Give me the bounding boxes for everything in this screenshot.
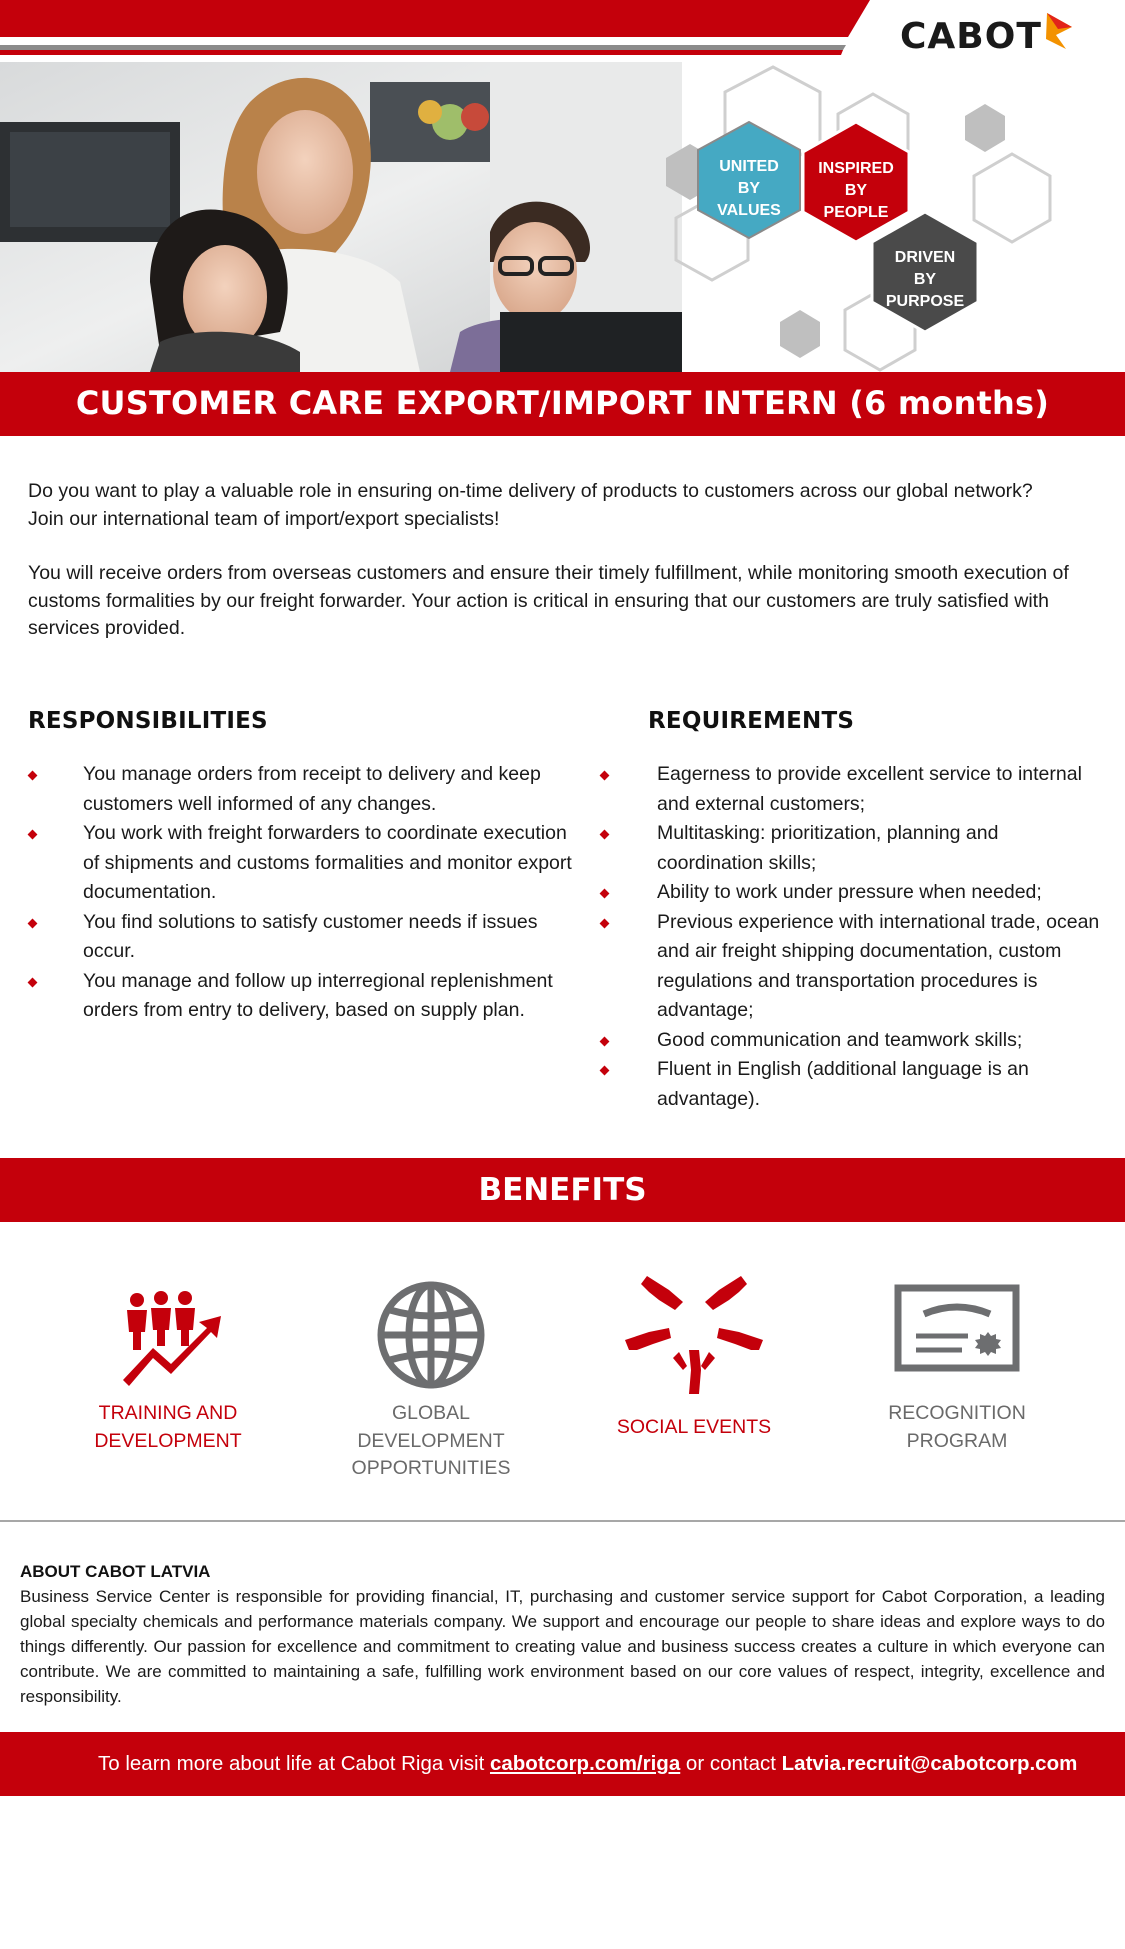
hex-text-3a: DRIVEN bbox=[894, 249, 956, 266]
benefit-label bbox=[43, 1400, 293, 1455]
benefits-heading: BENEFITS bbox=[478, 1172, 647, 1208]
benefit-label bbox=[832, 1400, 1082, 1455]
responsibilities-heading: RESPONSIBILITIES bbox=[28, 708, 268, 734]
about-text: Business Service Center is responsible for providing financial, IT, purchasing and customer service support for Cabot Corporation, a leading global specialty chemicals and performance materials company. We support and encourage our people to share ideas and explore ways to do things differently. Our passion for excellence and commitment to creating value and business success creates a culture in which everyone can contribute. We are committed to maintaining a safe, fulfilling work environment based on our core values of respect, integrity, excellence and responsibility. bbox=[20, 1587, 1105, 1706]
list-item: Good communication and teamwork skills; bbox=[600, 1026, 1100, 1056]
globe-icon bbox=[366, 1270, 496, 1400]
list-item: You work with freight forwarders to coordinate execution of shipments and customs formalities and monitor export documentation. bbox=[28, 819, 580, 908]
list-item: You manage and follow up interregional replenishment orders from entry to delivery, based on supply plan. bbox=[28, 967, 580, 1026]
intro-invite: Join our international team of import/export specialists! bbox=[28, 507, 500, 530]
section-divider bbox=[0, 1520, 1125, 1522]
hex-text-3b: BY bbox=[913, 271, 937, 288]
intro-description: You will receive orders from overseas customers and ensure their timely fulfillment, while monitoring smooth execution of customs formalities by our freight forwarder. Your action is critical in ensuring that our customers are truly satisfied with services provided. bbox=[28, 562, 1069, 639]
requirements-heading: REQUIREMENTS bbox=[648, 708, 855, 734]
hex-text-3c: PURPOSE bbox=[885, 293, 965, 310]
hex-text-2c: PEOPLE bbox=[823, 204, 889, 221]
benefit-social bbox=[569, 1270, 819, 1442]
responsibilities-section bbox=[28, 708, 580, 1026]
benefit-label-line: SOCIAL EVENTS bbox=[616, 1416, 772, 1438]
intro-section bbox=[28, 478, 1103, 643]
about-section bbox=[20, 1560, 1105, 1709]
footer-prefix: To learn more about life at Cabot Riga visit bbox=[98, 1752, 490, 1775]
benefit-label-line: PROGRAM bbox=[906, 1429, 1008, 1452]
benefit-label bbox=[569, 1414, 819, 1442]
team-growth-icon bbox=[103, 1270, 233, 1400]
hands-circle-icon bbox=[619, 1270, 769, 1400]
benefit-training bbox=[43, 1270, 293, 1455]
benefit-label-line: RECOGNITION bbox=[888, 1402, 1026, 1424]
office-team-photo bbox=[0, 62, 682, 372]
hex-text-1b: BY bbox=[737, 180, 761, 197]
benefit-global bbox=[306, 1270, 556, 1483]
list-item: Eagerness to provide excellent service to internal and external customers; bbox=[600, 760, 1100, 819]
hex-text-1c: VALUES bbox=[717, 202, 781, 219]
list-item: You manage orders from receipt to delivery and keep customers well informed of any changes. bbox=[28, 760, 580, 819]
hex-text-1a: UNITED bbox=[719, 158, 779, 175]
footer-middle: or contact bbox=[680, 1752, 782, 1775]
list-item: You find solutions to satisfy customer needs if issues occur. bbox=[28, 908, 580, 967]
responsibilities-list bbox=[28, 760, 580, 1026]
hex-text-2a: INSPIRED bbox=[818, 160, 894, 177]
hex-text-2b: BY bbox=[844, 182, 868, 199]
benefit-label-line: DEVELOPMENT bbox=[94, 1429, 242, 1452]
job-title: CUSTOMER CARE EXPORT/IMPORT INTERN (6 months) bbox=[75, 384, 1050, 422]
job-title-bar bbox=[0, 372, 1125, 436]
riga-link[interactable]: cabotcorp.com/riga bbox=[489, 1752, 681, 1775]
hero-section bbox=[0, 62, 1125, 372]
footer-contact-bar bbox=[0, 1732, 1125, 1796]
benefit-label-line: OPPORTUNITIES bbox=[351, 1457, 511, 1479]
list-item: Multitasking: prioritization, planning and coordination skills; bbox=[600, 819, 1100, 878]
logo-text: CABOT bbox=[900, 15, 1042, 57]
values-hexagons bbox=[660, 62, 1125, 372]
about-heading: ABOUT CABOT LATVIA bbox=[20, 1562, 211, 1581]
list-item: Previous experience with international trade, ocean and air freight shipping documentation, custom regulations and transportation procedures is advantage; bbox=[600, 908, 1100, 1026]
benefit-label-line: GLOBAL bbox=[391, 1402, 471, 1424]
benefit-label-line: DEVELOPMENT bbox=[357, 1429, 505, 1452]
list-item: Ability to work under pressure when needed; bbox=[600, 878, 1100, 908]
list-item: Fluent in English (additional language is an advantage). bbox=[600, 1055, 1100, 1114]
requirements-list bbox=[600, 760, 1100, 1114]
cabot-logo bbox=[900, 10, 1078, 62]
benefit-recognition bbox=[832, 1270, 1082, 1455]
certificate-icon bbox=[892, 1270, 1022, 1400]
benefits-bar bbox=[0, 1158, 1125, 1222]
requirements-section bbox=[600, 708, 1100, 1114]
benefit-label bbox=[306, 1400, 556, 1483]
intro-question: Do you want to play a valuable role in ensuring on-time delivery of products to customers across our global network? bbox=[28, 480, 1033, 502]
benefit-label-line: TRAINING AND bbox=[98, 1402, 238, 1424]
logo-flame-icon bbox=[1044, 9, 1078, 53]
contact-email[interactable]: Latvia.recruit@cabotcorp.com bbox=[781, 1752, 1078, 1775]
